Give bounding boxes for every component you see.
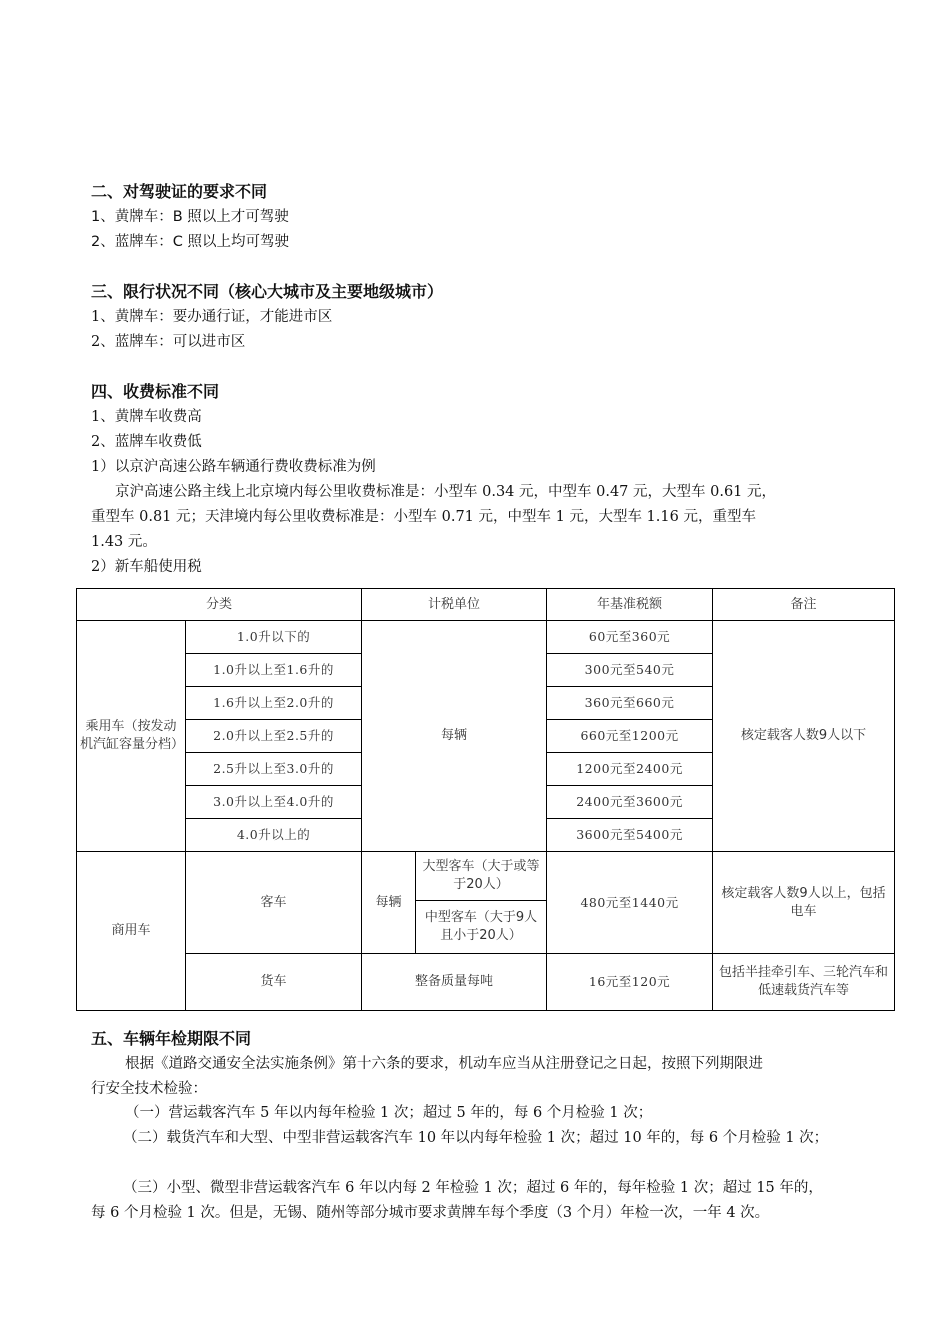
engine-range: 1.0升以上至1.6升的 bbox=[186, 654, 362, 687]
inspection-item-3-line-1: （三）小型、微型非营运载客汽车 6 年以内每 2 年检验 1 次；超过 6 年的，每年检验 1 次；超过 15 年的， bbox=[123, 1180, 823, 1196]
section4-item-1: 1、黄牌车收费高 bbox=[91, 409, 202, 425]
toll-paragraph-line-3: 1.43 元。 bbox=[91, 534, 157, 550]
section2-item-2: 2、蓝牌车：C 照以上均可驾驶 bbox=[91, 234, 289, 250]
truck-label: 货车 bbox=[186, 954, 362, 1011]
header-category: 分类 bbox=[77, 589, 362, 621]
tax-amount: 3600元至5400元 bbox=[547, 819, 713, 852]
engine-range: 2.0升以上至2.5升的 bbox=[186, 720, 362, 753]
section4-sub1: 1）以京沪高速公路车辆通行费收费标准为例 bbox=[91, 459, 376, 475]
section2-item-1: 1、黄牌车：B 照以上才可驾驶 bbox=[91, 209, 289, 225]
toll-paragraph-line-1: 京沪高速公路主线上北京境内每公里收费标准是：小型车 0.34 元，中型车 0.47 元，大型车 0.61 元， bbox=[115, 484, 777, 500]
truck-tax: 16元至120元 bbox=[547, 954, 713, 1011]
table-header-row bbox=[77, 589, 895, 621]
table-row bbox=[77, 852, 895, 901]
tax-amount: 660元至1200元 bbox=[547, 720, 713, 753]
section4-heading: 四、收费标准不同 bbox=[91, 382, 220, 401]
engine-range: 1.6升以上至2.0升的 bbox=[186, 687, 362, 720]
tax-amount: 2400元至3600元 bbox=[547, 786, 713, 819]
bus-medium: 中型客车（大于9人且小于20人） bbox=[416, 901, 547, 954]
engine-range: 2.5升以上至3.0升的 bbox=[186, 753, 362, 786]
table-row bbox=[77, 621, 895, 654]
bus-tax: 480元至1440元 bbox=[547, 852, 713, 954]
tax-amount: 1200元至2400元 bbox=[547, 753, 713, 786]
engine-range: 4.0升以上的 bbox=[186, 819, 362, 852]
section3-item-1: 1、黄牌车：要办通行证，才能进市区 bbox=[91, 309, 333, 325]
engine-range: 3.0升以上至4.0升的 bbox=[186, 786, 362, 819]
passenger-note: 核定载客人数9人以下 bbox=[713, 621, 895, 852]
table-row bbox=[77, 954, 895, 1011]
bus-unit: 每辆 bbox=[362, 852, 416, 954]
section2-heading: 二、对驾驶证的要求不同 bbox=[91, 182, 268, 201]
header-unit: 计税单位 bbox=[362, 589, 547, 621]
section3-heading: 三、限行状况不同（核心大城市及主要地级城市） bbox=[91, 282, 444, 301]
tax-amount: 300元至540元 bbox=[547, 654, 713, 687]
passenger-category: 乘用车（按发动机汽缸容量分档） bbox=[77, 621, 186, 852]
engine-range: 1.0升以下的 bbox=[186, 621, 362, 654]
inspection-paragraph-line-2: 行安全技术检验： bbox=[91, 1081, 207, 1097]
passenger-unit: 每辆 bbox=[362, 621, 547, 852]
section4-sub2: 2）新车船使用税 bbox=[91, 559, 202, 575]
section5-heading: 五、车辆年检期限不同 bbox=[91, 1029, 252, 1048]
inspection-item-2: （二）载货汽车和大型、中型非营运载客汽车 10 年以内每年检验 1 次；超过 10 年的，每 6 个月检验 1 次； bbox=[123, 1130, 829, 1146]
inspection-item-1: （一）营运载客汽车 5 年以内每年检验 1 次；超过 5 年的，每 6 个月检验 1 次； bbox=[125, 1105, 653, 1121]
toll-paragraph-line-2: 重型车 0.81 元；天津境内每公里收费标准是：小型车 0.71 元，中型车 1 元，大型车 1.16 元，重型车 bbox=[91, 509, 756, 525]
inspection-paragraph-line-1: 根据《道路交通安全法实施条例》第十六条的要求，机动车应当从注册登记之日起，按照下列期限进 bbox=[125, 1056, 763, 1072]
truck-unit: 整备质量每吨 bbox=[362, 954, 547, 1011]
section4-item-2: 2、蓝牌车收费低 bbox=[91, 434, 202, 450]
bus-label: 客车 bbox=[186, 852, 362, 954]
bus-note: 核定载客人数9人以上，包括电车 bbox=[713, 852, 895, 954]
truck-note: 包括半挂牵引车、三轮汽车和低速载货汽车等 bbox=[713, 954, 895, 1011]
tax-amount: 360元至660元 bbox=[547, 687, 713, 720]
inspection-item-3-line-2: 每 6 个月检验 1 次。但是，无锡、随州等部分城市要求黄牌车每个季度（3 个月）年检一次，一年 4 次。 bbox=[91, 1205, 770, 1221]
header-note: 备注 bbox=[713, 589, 895, 621]
vehicle-tax-table bbox=[76, 588, 895, 1011]
section3-item-2: 2、蓝牌车：可以进市区 bbox=[91, 334, 246, 350]
tax-amount: 60元至360元 bbox=[547, 621, 713, 654]
bus-large: 大型客车（大于或等于20人） bbox=[416, 852, 547, 901]
commercial-category: 商用车 bbox=[77, 852, 186, 1011]
header-tax: 年基准税额 bbox=[547, 589, 713, 621]
